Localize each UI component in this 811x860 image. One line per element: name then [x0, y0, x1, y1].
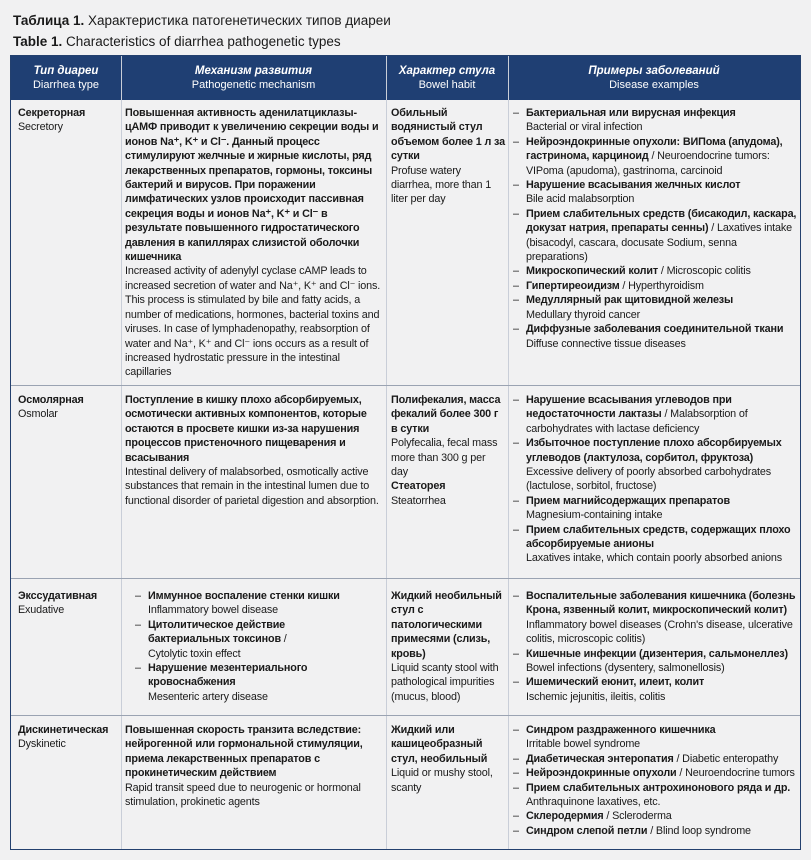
row-osmolar-type: Осмолярная Osmolar — [18, 394, 84, 421]
list-item: – Бактериальная или вирусная инфекция Bacterial or viral infection — [513, 106, 798, 135]
col-sep — [508, 56, 509, 849]
row-exudative-type: Экссудативная Exudative — [18, 590, 97, 617]
table-header — [11, 56, 800, 100]
row-secretory-mechanism: Повышенная активность аденилатциклазы-цАМФ приводит к увеличению секреции воды и ионов Na⁺, K⁺ и Cl⁻. Данный процесс стимулируют желчные и жирные кислоты, ряд лекарственных препаратов, гормоны, токсины бактерий и вирусов. При поражении лимфатических узлов происходит пассивная секреция воды и ионов Na⁺, K⁺ и Cl⁻ в результате повышенного гидростатического давления в капиллярах слизистой оболочки кишечника Increased activity of adenylyl cyclase cAMP leads to increased secretion of water and Na⁺, K⁺ and Cl⁻ ions. This process is stimulated by bile and fatty acids, a number of medications, hormones, bacterial toxins and viruses. In case of lymphadenopathy, reabsorption of water and Na⁺, K⁺ and Cl⁻ ions occurs as a result of increased hydrostatic pressure in the intestinal capillaries — [125, 107, 381, 379]
list-item: – Избыточное поступление плохо абсорбируемых углеводов (лактулоза, сорбитол, фруктоза) Excessive delivery of poorly absorbed carbohydrates (lactulose, sorbitol, fructose) — [513, 436, 798, 494]
list-item: – Нарушение мезентериального кровоснабжения Mesenteric artery disease — [135, 661, 382, 704]
diarrhea-types-table — [10, 55, 801, 850]
row-dyskinetic-examples — [513, 723, 798, 838]
col-sep — [386, 56, 387, 849]
list-item: – Воспалительные заболевания кишечника (болезнь Крона, язвенный колит, микроскопический колит) Inflammatory bowel diseases (Crohn's disease, ulcerative colitis, microscopic colitis) — [513, 589, 798, 647]
table-caption — [13, 10, 391, 52]
row-sep — [11, 385, 800, 386]
row-exudative-examples — [513, 589, 798, 704]
list-item: – Микроскопический колит / Microscopic colitis — [513, 264, 798, 278]
list-item: – Нейроэндокринные опухоли: ВИПома (апудома), гастринома, карциноид / Neuroendocrine tumors: VIPoma (apudoma), gastrinoma, carcinoid — [513, 135, 798, 178]
list-item: – Прием слабительных средств (бисакодил, каскара, докузат натрия, препараты сенны) / Laxatives intake (bisacodyl, cascara, docusate Sodium, senna preparations) — [513, 207, 798, 265]
list-item: – Нарушение всасывания желчных кислот Bile acid malabsorption — [513, 178, 798, 207]
list-item: – Диффузные заболевания соединительной ткани Diffuse connective tissue diseases — [513, 322, 798, 351]
row-sep — [11, 578, 800, 579]
list-item: – Диабетическая энтеропатия / Diabetic enteropathy — [513, 752, 798, 766]
list-item: – Синдром слепой петли / Blind loop syndrome — [513, 824, 798, 838]
row-osmolar-mechanism: Поступление в кишку плохо абсорбируемых, осмотически активных компонентов, которые остаются в просвете кишки из-за нарушения процессов пристеночного пищеварения и всасывания Intestinal delivery of malabsorbed, osmotically active substances that remain in the intestinal lumen due to functional disorder of parietal digestion and absorption. — [125, 394, 379, 507]
list-item: – Медуллярный рак щитовидной железы Medullary thyroid cancer — [513, 293, 798, 322]
row-exudative-mechanism — [135, 589, 382, 704]
list-item: – Нарушение всасывания углеводов при недостаточности лактазы / Malabsorption of carbohydrates with lactase deficiency — [513, 393, 798, 436]
row-sep — [11, 715, 800, 716]
col-sep — [121, 56, 122, 849]
list-item: – Синдром раздраженного кишечника Irritable bowel syndrome — [513, 723, 798, 752]
row-dyskinetic-type: Дискинетическая Dyskinetic — [18, 724, 109, 751]
list-item: – Склеродермия / Scleroderma — [513, 809, 798, 823]
header-examples: Примеры заболеваний Disease examples — [588, 65, 720, 91]
row-dyskinetic-mechanism: Повышенная скорость транзита вследствие: нейрогенной или гормональной стимуляции, приема лекарственных препаратов с прокинетическим действием Rapid transit speed due to neurogenic or hormonal stimulation, prokinetic agents — [125, 724, 363, 809]
list-item: – Нейроэндокринные опухоли / Neuroendocrine tumors — [513, 766, 798, 780]
row-secretory-type: Секреторная Secretory — [18, 107, 86, 134]
row-secretory-stool: Обильный водянистый стул объемом более 1 л за сутки Profuse watery diarrhea, more than 1 liter per day — [391, 107, 505, 206]
list-item: – Прием слабительных антрохинонового ряда и др. Anthraquinone laxatives, etc. — [513, 781, 798, 810]
list-item: – Кишечные инфекции (дизентерия, сальмонеллез) Bowel infections (dysentery, salmonellosis) — [513, 647, 798, 676]
list-item: – Прием слабительных средств, содержащих плохо абсорбируемые анионы Laxatives intake, which contain poorly absorbed anions — [513, 523, 798, 566]
caption-ru: Таблица 1. Характеристика патогенетических типов диареи — [13, 13, 391, 28]
list-item: – Иммунное воспаление стенки кишки Inflammatory bowel disease — [135, 589, 382, 618]
row-osmolar-examples — [513, 393, 798, 566]
list-item: – Прием магнийсодержащих препаратов Magnesium-containing intake — [513, 494, 798, 523]
header-mechanism: Механизм развития Pathogenetic mechanism — [191, 65, 316, 91]
header-stool: Характер стула Bowel habit — [398, 65, 496, 91]
row-dyskinetic-stool: Жидкий или кашицеобразный стул, необильный Liquid or mushy stool, scanty — [391, 724, 493, 794]
list-item: – Ишемический еюнит, илеит, колит Ischemic jejunitis, ileitis, colitis — [513, 675, 798, 704]
row-secretory-examples — [513, 106, 798, 351]
header-type: Тип диареи Diarrhea type — [32, 65, 100, 91]
row-osmolar-stool: Полифекалия, масса фекалий более 300 г в сутки Polyfecalia, fecal mass more than 300 g per day Стеаторея Steatorrhea — [391, 394, 501, 507]
list-item: – Гипертиреоидизм / Hyperthyroidism — [513, 279, 798, 293]
caption-en: Table 1. Characteristics of diarrhea pathogenetic types — [13, 34, 341, 49]
row-exudative-stool: Жидкий необильный стул с патологическими примесями (слизь, кровь) Liquid scanty stool with pathological impurities (mucus, blood) — [391, 590, 502, 703]
list-item: – Цитолитическое действие бактериальных токсинов / Cytolytic toxin effect — [135, 618, 328, 661]
